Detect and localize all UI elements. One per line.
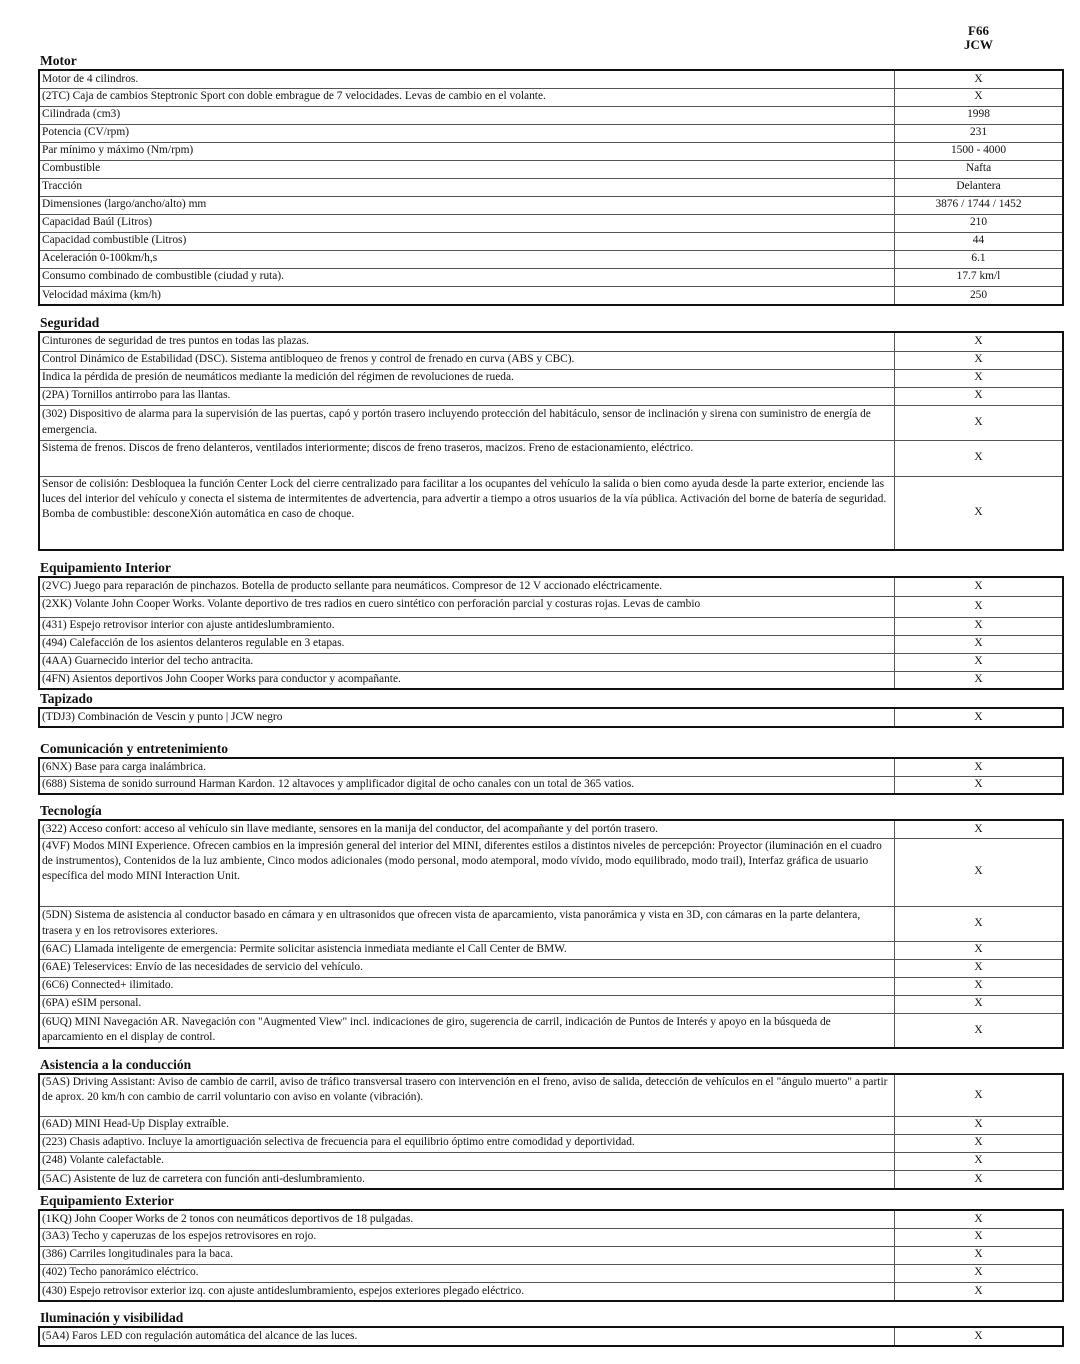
spec-label: (431) Espejo retrovisor interior con ajuste antideslumbramiento. xyxy=(39,617,895,635)
spec-label: Aceleración 0-100km/h,s xyxy=(39,250,895,268)
section xyxy=(38,742,1062,795)
spec-value: X xyxy=(895,776,1064,794)
section-title: Iluminación y visibilidad xyxy=(40,1310,184,1325)
spec-table xyxy=(38,331,1064,551)
spec-value: X xyxy=(895,369,1064,387)
table-row xyxy=(39,838,1063,906)
section-title: Motor xyxy=(40,53,77,68)
model-column-header xyxy=(895,24,1062,52)
table-row xyxy=(39,124,1063,142)
spec-label: (248) Volante calefactable. xyxy=(39,1152,895,1170)
spec-label: (3A3) Techo y caperuzas de los espejos retrovisores en rojo. xyxy=(39,1228,895,1246)
table-row xyxy=(39,70,1063,88)
spec-table xyxy=(38,576,1064,690)
spec-label: Combustible xyxy=(39,160,895,178)
table-row xyxy=(39,1013,1063,1048)
spec-table xyxy=(38,707,1064,728)
table-row xyxy=(39,617,1063,635)
spec-label: (5A4) Faros LED con regulación automática del alcance de las luces. xyxy=(39,1327,895,1346)
table-row xyxy=(39,1116,1063,1134)
spec-label: (TDJ3) Combinación de Vescin y punto | JCW negro xyxy=(39,708,895,727)
spec-label: (2TC) Caja de cambios Steptronic Sport con doble embrague de 7 velocidades. Levas de cambio en el volante. xyxy=(39,88,895,106)
spec-value: Delantera xyxy=(895,178,1064,196)
table-row xyxy=(39,268,1063,286)
spec-label: Sensor de colisión: Desbloquea la función Center Lock del cierre centralizado para facilitar a los ocupantes del vehículo la salida o bien como ayuda desde la parte exterior, enciende las luces del interior del vehículo y conecta el sistema de intermitentes de advertencia, para advertir a tiempo a otros usuarios de la vía pública. Activación del borne de batería de seguridad. Bomba de combustible: desconeXión automática en caso de choque. xyxy=(39,476,895,550)
table-row xyxy=(39,596,1063,617)
spec-value: X xyxy=(895,995,1064,1013)
spec-value: 210 xyxy=(895,214,1064,232)
table-row xyxy=(39,653,1063,671)
spec-label: (2XK) Volante John Cooper Works. Volante deportivo de tres radios en cuero sintético con perforación parcial y costuras rojas. Levas de cambio xyxy=(39,596,895,617)
spec-value: X xyxy=(895,820,1064,838)
table-row xyxy=(39,178,1063,196)
spec-value: X xyxy=(895,1134,1064,1152)
table-row xyxy=(39,369,1063,387)
table-row xyxy=(39,332,1063,351)
table-row xyxy=(39,196,1063,214)
spec-label: (688) Sistema de sonido surround Harman Kardon. 12 altavoces y amplificador digital de ocho canales con un total de 365 vatios. xyxy=(39,776,895,794)
table-row xyxy=(39,160,1063,178)
section xyxy=(38,692,1062,728)
spec-label: Potencia (CV/rpm) xyxy=(39,124,895,142)
spec-table xyxy=(38,819,1064,1049)
spec-label: (402) Techo panorámico eléctrico. xyxy=(39,1264,895,1282)
spec-label: (2PA) Tornillos antirrobo para las llantas. xyxy=(39,387,895,405)
table-row xyxy=(39,88,1063,106)
spec-value: X xyxy=(895,332,1064,351)
spec-value: X xyxy=(895,70,1064,88)
spec-label: Control Dinámico de Estabilidad (DSC). Sistema antibloqueo de frenos y control de frenado en curva (ABS y CBC). xyxy=(39,351,895,369)
spec-value: X xyxy=(895,708,1064,727)
table-row xyxy=(39,776,1063,794)
spec-value: X xyxy=(895,351,1064,369)
spec-value: X xyxy=(895,476,1064,550)
table-row xyxy=(39,405,1063,440)
spec-value: X xyxy=(895,1327,1064,1346)
spec-label: (6AC) Llamada inteligente de emergencia: Permite solicitar asistencia inmediata mediante el Call Center de BMW. xyxy=(39,941,895,959)
spec-label: Velocidad máxima (km/h) xyxy=(39,286,895,305)
spec-value: X xyxy=(895,977,1064,995)
model-code: F66 xyxy=(968,23,989,38)
table-row xyxy=(39,1228,1063,1246)
spec-value: X xyxy=(895,617,1064,635)
table-row xyxy=(39,577,1063,596)
spec-label: (6C6) Connected+ ilimitado. xyxy=(39,977,895,995)
table-row xyxy=(39,1210,1063,1228)
spec-label: (6NX) Base para carga inalámbrica. xyxy=(39,758,895,776)
table-row xyxy=(39,232,1063,250)
spec-label: (2VC) Juego para reparación de pinchazos. Botella de producto sellante para neumáticos. Compresor de 12 V accionado eléctricamente. xyxy=(39,577,895,596)
table-row xyxy=(39,476,1063,550)
section-title: Comunicación y entretenimiento xyxy=(40,741,228,756)
spec-label: Capacidad combustible (Litros) xyxy=(39,232,895,250)
spec-label: (1KQ) John Cooper Works de 2 tonos con neumáticos deportivos de 18 pulgadas. xyxy=(39,1210,895,1228)
section-title: Tecnología xyxy=(40,803,102,818)
spec-label: (223) Chasis adaptivo. Incluye la amortiguación selectiva de frecuencia para el equilibrio óptimo entre comodidad y deportividad. xyxy=(39,1134,895,1152)
spec-value: Nafta xyxy=(895,160,1064,178)
spec-label: Motor de 4 cilindros. xyxy=(39,70,895,88)
table-row xyxy=(39,1152,1063,1170)
section xyxy=(38,1311,1062,1347)
spec-value: X xyxy=(895,88,1064,106)
spec-value: X xyxy=(895,1282,1064,1301)
table-row xyxy=(39,142,1063,160)
spec-label: (494) Calefacción de los asientos delanteros regulable en 3 etapas. xyxy=(39,635,895,653)
spec-value: 1998 xyxy=(895,106,1064,124)
section-title: Equipamiento Interior xyxy=(40,560,171,575)
spec-label: (5DN) Sistema de asistencia al conductor basado en cámara y en ultrasonidos que ofrecen vista de aparcamiento, vista panorámica y vista en 3D, con cámaras en la parte delantera, trasera y en los retrovisores exteriores. xyxy=(39,906,895,941)
section xyxy=(38,561,1062,690)
table-row xyxy=(39,758,1063,776)
spec-value: 17.7 km/l xyxy=(895,268,1064,286)
spec-value: 6.1 xyxy=(895,250,1064,268)
spec-label: (6PA) eSIM personal. xyxy=(39,995,895,1013)
document-header xyxy=(38,22,1062,54)
spec-value: 231 xyxy=(895,124,1064,142)
section xyxy=(38,1058,1062,1190)
spec-value: X xyxy=(895,596,1064,617)
spec-value: X xyxy=(895,1116,1064,1134)
model-variant: JCW xyxy=(964,37,993,52)
spec-value: X xyxy=(895,1210,1064,1228)
sections-container xyxy=(38,54,1062,1347)
spec-label: (6AE) Teleservices: Envío de las necesidades de servicio del vehículo. xyxy=(39,959,895,977)
table-row xyxy=(39,906,1063,941)
spec-label: (6AD) MINI Head-Up Display extraíble. xyxy=(39,1116,895,1134)
spec-value: X xyxy=(895,959,1064,977)
spec-label: (430) Espejo retrovisor exterior izq. con ajuste antideslumbramiento, espejos exteriores plegado eléctrico. xyxy=(39,1282,895,1301)
spec-label: (4AA) Guarnecido interior del techo antracita. xyxy=(39,653,895,671)
table-row xyxy=(39,1134,1063,1152)
spec-table xyxy=(38,1326,1064,1347)
spec-document xyxy=(38,22,1062,1347)
table-row xyxy=(39,708,1063,727)
table-row xyxy=(39,1264,1063,1282)
spec-label: (4VF) Modos MINI Experience. Ofrecen cambios en la impresión general del interior del MINI, diferentes estilos a distintos niveles de percepción: Proyector (iluminación en el cuadro de instrumentos), Contenidos de la luz ambiente, Cinco modos adicionales (modo personal, modo atemporal, modo vívido, modo equilibrado, modo trail), Interfaz gráfica de usuario específica del modo MINI Interaction Unit. xyxy=(39,838,895,906)
spec-value: X xyxy=(895,577,1064,596)
table-row xyxy=(39,387,1063,405)
table-row xyxy=(39,214,1063,232)
spec-value: 3876 / 1744 / 1452 xyxy=(895,196,1064,214)
spec-label: Cilindrada (cm3) xyxy=(39,106,895,124)
spec-value: X xyxy=(895,405,1064,440)
spec-value: X xyxy=(895,635,1064,653)
spec-value: X xyxy=(895,838,1064,906)
section-title: Equipamiento Exterior xyxy=(40,1193,174,1208)
table-row xyxy=(39,250,1063,268)
table-row xyxy=(39,977,1063,995)
table-row xyxy=(39,1170,1063,1189)
spec-label: Tracción xyxy=(39,178,895,196)
spec-value: X xyxy=(895,387,1064,405)
spec-label: Cinturones de seguridad de tres puntos en todas las plazas. xyxy=(39,332,895,351)
spec-label: (6UQ) MINI Navegación AR. Navegación con "Augmented View" incl. indicaciones de giro, sugerencia de carril, indicación de Puntos de Interés y apoyo en la búsqueda de aparcamiento en el display de control. xyxy=(39,1013,895,1048)
table-row xyxy=(39,286,1063,305)
section-title: Tapizado xyxy=(40,691,93,706)
section xyxy=(38,804,1062,1049)
spec-label: Sistema de frenos. Discos de freno delanteros, ventilados interiormente; discos de freno traseros, macizos. Freno de estacionamiento, eléctrico. xyxy=(39,440,895,476)
table-row xyxy=(39,1327,1063,1346)
spec-value: 250 xyxy=(895,286,1064,305)
table-row xyxy=(39,440,1063,476)
table-row xyxy=(39,1246,1063,1264)
spec-label: (4FN) Asientos deportivos John Cooper Works para conductor y acompañante. xyxy=(39,671,895,689)
spec-value: X xyxy=(895,1013,1064,1048)
table-row xyxy=(39,351,1063,369)
spec-label: Indica la pérdida de presión de neumáticos mediante la medición del régimen de revoluciones de rueda. xyxy=(39,369,895,387)
table-row xyxy=(39,1074,1063,1116)
spec-label: (386) Carriles longitudinales para la baca. xyxy=(39,1246,895,1264)
spec-value: X xyxy=(895,1264,1064,1282)
spec-value: X xyxy=(895,671,1064,689)
spec-label: Dimensiones (largo/ancho/alto) mm xyxy=(39,196,895,214)
spec-table xyxy=(38,1073,1064,1190)
spec-table xyxy=(38,69,1064,306)
spec-value: X xyxy=(895,758,1064,776)
spec-value: X xyxy=(895,440,1064,476)
spec-value: X xyxy=(895,1246,1064,1264)
table-row xyxy=(39,941,1063,959)
spec-value: X xyxy=(895,1170,1064,1189)
section-title: Asistencia a la conducción xyxy=(40,1057,192,1072)
table-row xyxy=(39,1282,1063,1301)
spec-value: X xyxy=(895,1074,1064,1116)
spec-value: 44 xyxy=(895,232,1064,250)
spec-value: X xyxy=(895,653,1064,671)
spec-label: (5AC) Asistente de luz de carretera con función anti-deslumbramiento. xyxy=(39,1170,895,1189)
section xyxy=(38,1194,1062,1302)
section xyxy=(38,54,1062,306)
spec-label: Consumo combinado de combustible (ciudad y ruta). xyxy=(39,268,895,286)
spec-label: (302) Dispositivo de alarma para la supervisión de las puertas, capó y portón trasero incluyendo protección del habitáculo, sensor de inclinación y sirena con suministro de energía de emergencia. xyxy=(39,405,895,440)
spec-value: X xyxy=(895,1228,1064,1246)
spec-table xyxy=(38,1209,1064,1302)
spec-label: Capacidad Baúl (Litros) xyxy=(39,214,895,232)
spec-value: X xyxy=(895,941,1064,959)
spec-table xyxy=(38,757,1064,795)
spec-label: (322) Acceso confort: acceso al vehículo sin llave mediante, sensores en la manija del conductor, del acompañante y del portón trasero. xyxy=(39,820,895,838)
table-row xyxy=(39,995,1063,1013)
table-row xyxy=(39,959,1063,977)
section xyxy=(38,316,1062,551)
spec-value: X xyxy=(895,906,1064,941)
spec-label: (5AS) Driving Assistant: Aviso de cambio de carril, aviso de tráfico transversal trasero con intervención en el freno, aviso de salida, detección de vehículos en el "ángulo muerto" a partir de aprox. 20 km/h con cambio de carril voluntario con aviso en volante (vibración). xyxy=(39,1074,895,1116)
spec-value: 1500 - 4000 xyxy=(895,142,1064,160)
table-row xyxy=(39,106,1063,124)
table-row xyxy=(39,820,1063,838)
spec-label: Par mínimo y máximo (Nm/rpm) xyxy=(39,142,895,160)
section-title: Seguridad xyxy=(40,315,100,330)
table-row xyxy=(39,635,1063,653)
spec-value: X xyxy=(895,1152,1064,1170)
table-row xyxy=(39,671,1063,689)
